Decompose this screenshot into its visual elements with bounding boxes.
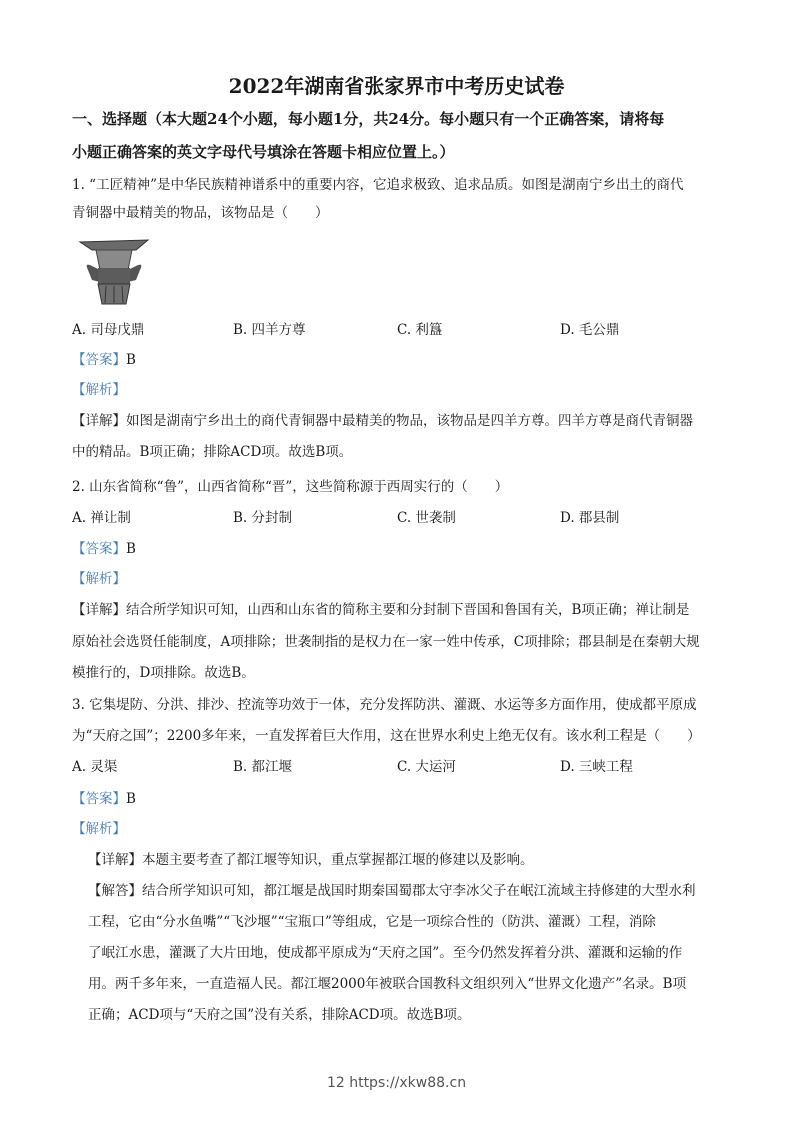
- section-heading-line2: 小题正确答案的英文字母代号填涂在答题卡相应位置上。）: [72, 143, 455, 161]
- page-title: 2022年湖南省张家界市中考历史试卷: [228, 74, 565, 98]
- section-heading-line1: 一、选择题（本大题24个小题，每小题1分，共24分。每小题只有一个正确答案，请将每: [72, 110, 665, 128]
- q1-option-c: C. 利簋: [397, 322, 443, 338]
- bronze-vessel-image: [74, 232, 154, 312]
- q1-option-b: B. 四羊方尊: [233, 322, 306, 338]
- answer-value: B: [126, 352, 136, 368]
- q3-solution-cont3: 用。两千多年来，一直造福人民。都江堰2000年被联合国教科文组织列入“世界文化遗产”名录。B项: [88, 976, 687, 992]
- q3-solution-cont2: 了岷江水患，灌溉了大片田地，使成都平原成为“天府之国”。至今仍然发挥着分洪、灌溉和运输的作: [88, 945, 683, 961]
- question-2-stem: 2. 山东省简称“鲁”，山西省简称“晋”，这些简称源于西周实行的（ ）: [72, 479, 509, 495]
- detail-label: 【详解】: [72, 413, 126, 429]
- q3-option-c: C. 大运河: [397, 759, 456, 775]
- q3-option-a: A. 灵渠: [72, 759, 118, 775]
- q3-solution: 【解答】结合所学知识可知，都江堰是战国时期秦国蜀郡太守李冰父子在岷江流域主持修建的大型水利: [88, 883, 696, 899]
- answer-label: 【答案】: [72, 352, 126, 368]
- q2-detail-cont1: 原始社会选贤任能制度，A项排除；世袭制指的是权力在一家一姓中传承，C项排除；郡县制是在秦朝大规: [72, 634, 700, 650]
- q1-analysis-label: 【解析】: [72, 382, 126, 398]
- q1-option-a: A. 司母戊鼎: [72, 322, 145, 338]
- question-1-stem-cont: 青铜器中最精美的物品，该物品是（ ）: [72, 205, 329, 221]
- q2-analysis-label: 【解析】: [72, 571, 126, 587]
- q3-option-d: D. 三峡工程: [560, 759, 633, 775]
- q3-detail: 【详解】本题主要考查了都江堰等知识，重点掌握都江堰的修建以及影响。: [88, 852, 534, 868]
- q3-solution-cont4: 正确；ACD项与“天府之国”没有关系，排除ACD项。故选B项。: [88, 1007, 471, 1023]
- q3-solution-cont1: 工程，它由“分水鱼嘴”“飞沙堰”“宝瓶口”等组成，它是一项综合性的（防洪、灌溉）工程，消除: [88, 914, 656, 930]
- q1-detail-cont: 中的精品。B项正确；排除ACD项。故选B项。: [72, 444, 353, 460]
- q2-option-d: D. 郡县制: [560, 510, 620, 526]
- q1-option-d: D. 毛公鼎: [560, 322, 620, 338]
- q2-option-a: A. 禅让制: [72, 510, 131, 526]
- page-footer: 12 https://xkw88.cn: [326, 1075, 467, 1091]
- question-3-stem-cont: 为“天府之国”；2200多年来，一直发挥着巨大作用，这在世界水利史上绝无仅有。该水利工程是（ ）: [72, 728, 701, 744]
- question-3-stem: 3. 它集堤防、分洪、排沙、控流等功效于一体，充分发挥防洪、灌溉、水运等多方面作用，使成都平原成: [72, 697, 697, 713]
- q2-detail: 【详解】结合所学知识可知，山西和山东省的简称主要和分封制下晋国和鲁国有关，B项正确；禅让制是: [72, 602, 690, 618]
- q3-analysis-label: 【解析】: [72, 821, 126, 837]
- q1-answer: [72, 348, 136, 368]
- q2-detail-cont2: 模推行的，D项排除。故选B。: [72, 665, 255, 681]
- q3-answer: 【答案】B: [72, 791, 136, 807]
- q1-detail: 【详解】如图是湖南宁乡出土的商代青铜器中最精美的物品，该物品是四羊方尊。四羊方尊是商代青铜器: [72, 413, 693, 429]
- q2-answer: 【答案】B: [72, 541, 136, 557]
- question-1-stem: 1. “工匠精神”是中华民族精神谱系中的重要内容，它追求极致、追求品质。如图是湖南宁乡出土的商代: [72, 177, 684, 193]
- q3-option-b: B. 都江堰: [233, 759, 293, 775]
- q2-option-c: C. 世袭制: [397, 510, 456, 526]
- q2-option-b: B. 分封制: [233, 510, 293, 526]
